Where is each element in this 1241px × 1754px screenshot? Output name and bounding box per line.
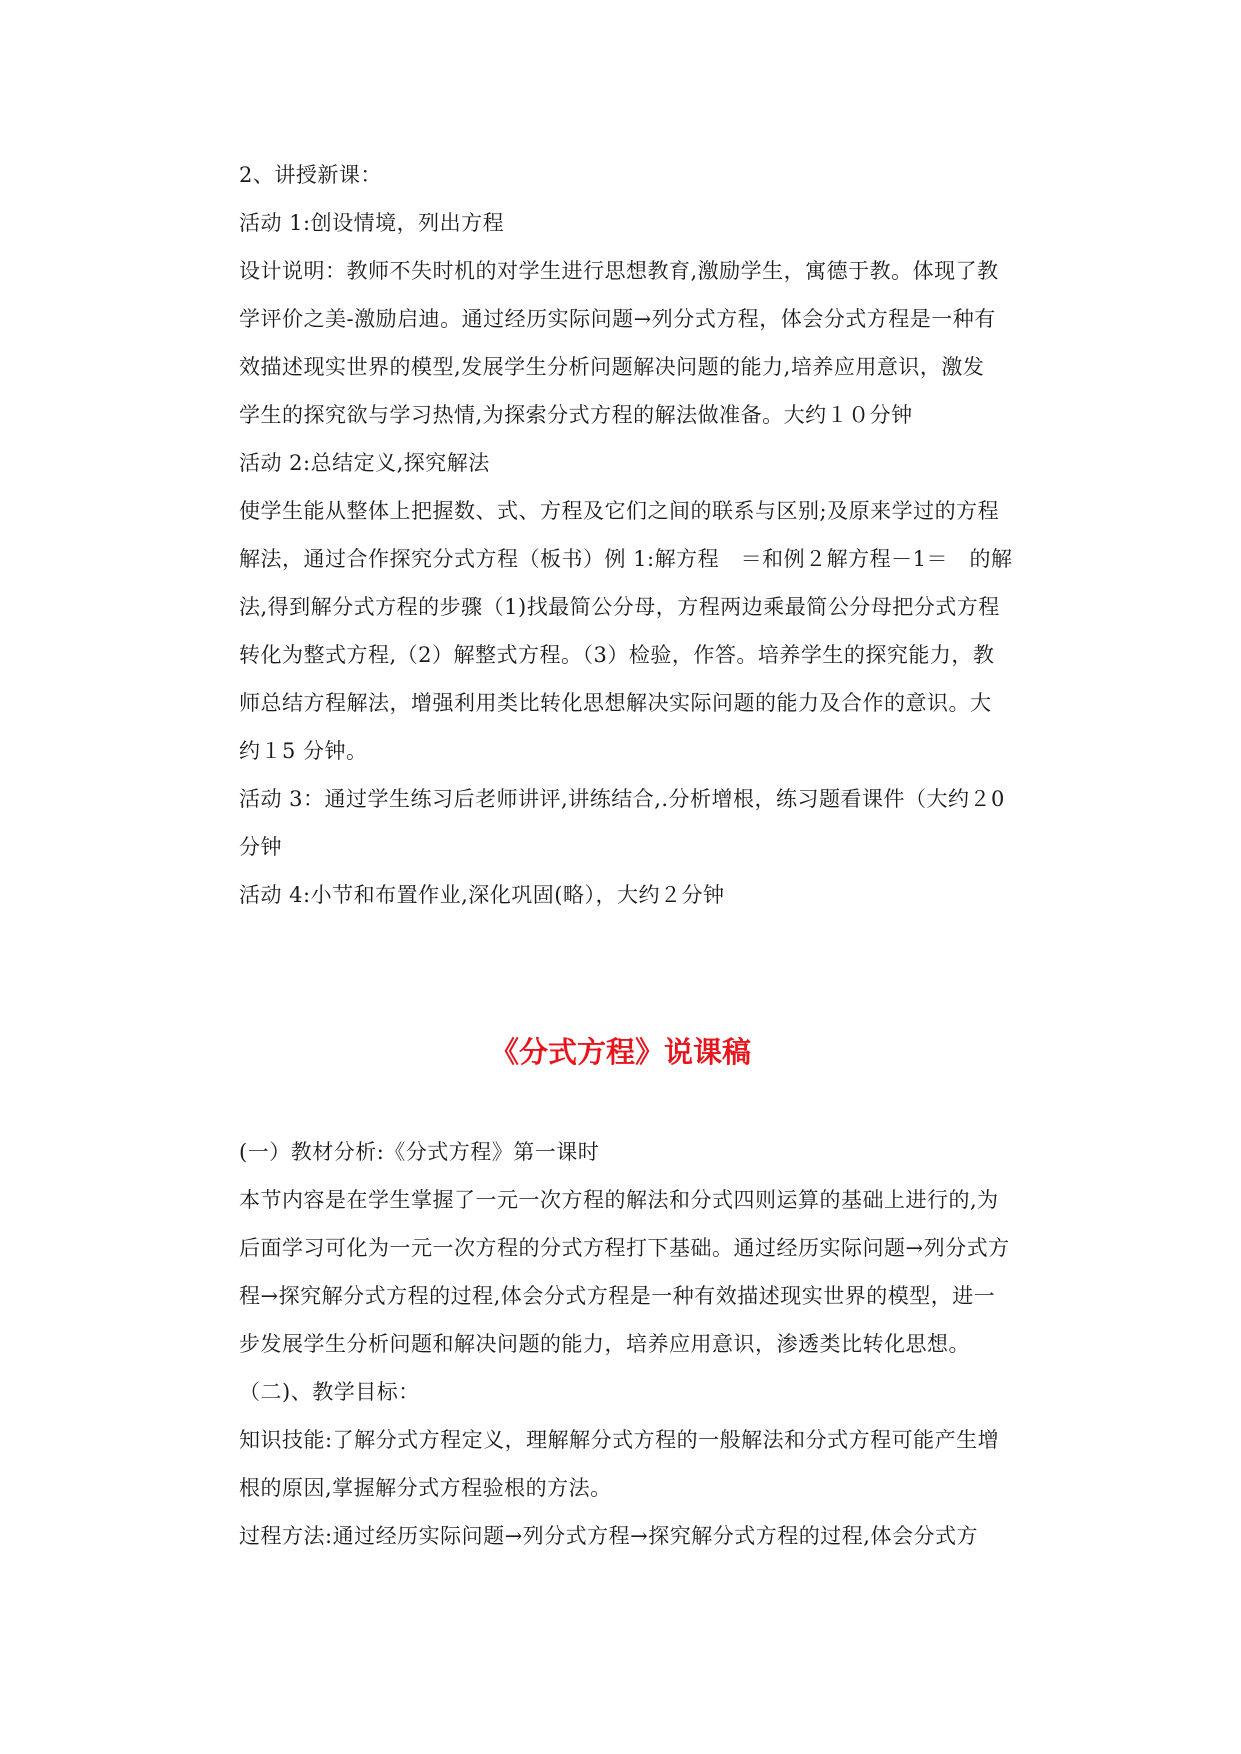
text-line: 师总结方程解法，增强利用类比转化思想解决实际问题的能力及合作的意识。大 xyxy=(239,691,992,715)
text-line: 约１5 分钟。 xyxy=(239,739,368,763)
text-line: 知识技能:了解分式方程定义，理解解分式方程的一般解法和分式方程可能产生增 xyxy=(239,1428,1000,1452)
text-line: 程→探究解分式方程的过程,体会分式方程是一种有效描述现实世界的模型，进一 xyxy=(239,1284,996,1308)
text-line: 使学生能从整体上把握数、式、方程及它们之间的联系与区别;及原来学过的方程 xyxy=(239,499,1000,523)
text-line: 设计说明：教师不失时机的对学生进行思想教育,激励学生，寓德于教。体现了教 xyxy=(239,259,999,283)
text-line: 活动 2:总结定义,探究解法 xyxy=(239,451,490,475)
text-line: 2、讲授新课： xyxy=(239,163,382,187)
text-line: 学生的探究欲与学习热情,为探索分式方程的解法做准备。大约１０分钟 xyxy=(239,403,913,427)
text-line: 活动 4:小节和布置作业,深化巩固(略），大约２分钟 xyxy=(239,883,725,907)
text-line: 解法，通过合作探究分式方程（板书）例 1:解方程 ＝和例２解方程－1＝ 的解 xyxy=(239,547,1013,571)
text-line: 效描述现实世界的模型,发展学生分析问题解决问题的能力,培养应用意识，激发 xyxy=(239,355,985,379)
text-line: 分钟 xyxy=(239,835,282,859)
text-line: 法,得到解分式方程的步骤（1)找最简公分母，方程两边乘最简公分母把分式方程 xyxy=(239,595,1000,619)
text-line: 后面学习可化为一元一次方程的分式方程打下基础。通过经历实际问题→列分式方 xyxy=(239,1236,1010,1260)
text-line: 学评价之美-激励启迪。通过经历实际问题→列分式方程，体会分式方程是一种有 xyxy=(239,307,996,331)
text-line: 过程方法:通过经历实际问题→列分式方程→探究解分式方程的过程,体会分式方 xyxy=(239,1524,978,1548)
text-line: 活动 3：通过学生练习后老师讲评,讲练结合,.分析增根，练习题看课件（大约２0 xyxy=(239,787,1005,811)
text-line: 本节内容是在学生掌握了一元一次方程的解法和分式四则运算的基础上进行的,为 xyxy=(239,1188,999,1212)
text-line: (一）教材分析:《分式方程》第一课时 xyxy=(239,1140,600,1164)
text-line: 转化为整式方程,（2）解整式方程。（3）检验，作答。培养学生的探究能力，教 xyxy=(239,643,995,667)
lesson-activities-section xyxy=(239,151,1039,919)
text-line: 根的原因,掌握解分式方程验根的方法。 xyxy=(239,1476,612,1500)
text-line: 步发展学生分析问题和解决问题的能力，培养应用意识，渗透类比转化思想。 xyxy=(239,1332,970,1356)
text-line: 活动 1:创设情境，列出方程 xyxy=(239,211,505,235)
document-title: 《分式方程》说课稿 xyxy=(489,1035,751,1069)
text-line: （二)、教学目标： xyxy=(239,1380,420,1404)
lesson-plan-section xyxy=(239,1128,1039,1560)
